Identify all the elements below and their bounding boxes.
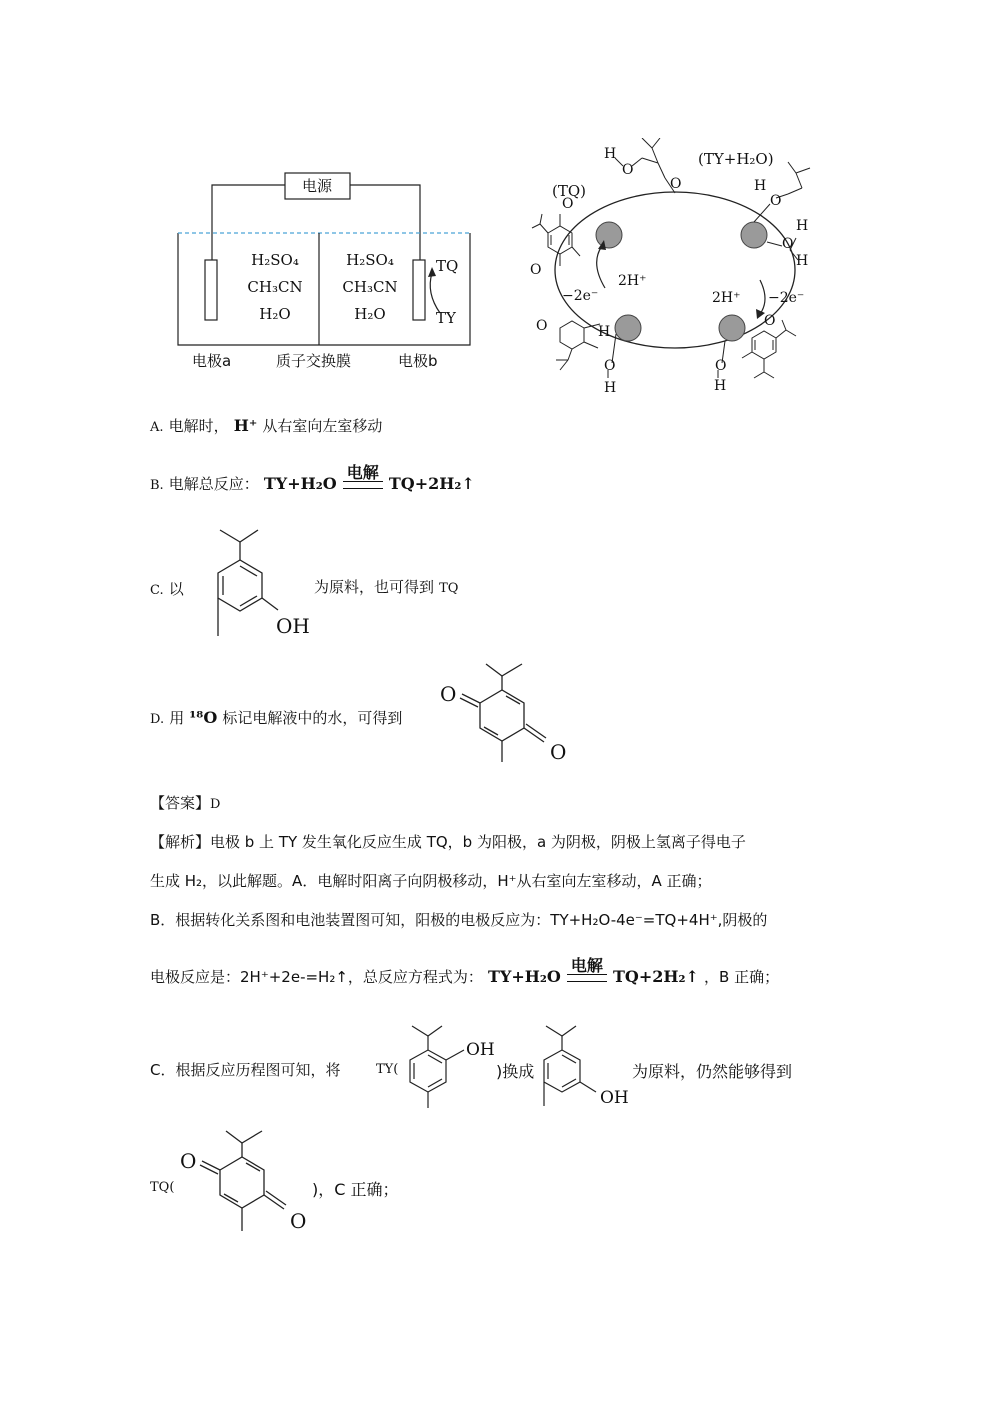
cycle-atom-h-right3: H <box>796 253 809 269</box>
analysis-line-1: 【解析】电极 b 上 TY 发生氧化反应生成 TQ，b 为阳极，a 为阴极，阴极上氢离子得电子 <box>150 833 746 851</box>
analysis-line5-oh2: OH <box>600 1088 629 1108</box>
option-b-eq-right: TQ+2H₂↑ <box>388 474 475 493</box>
option-b-eq-left: TY+H₂O <box>263 474 337 493</box>
cycle-atom-h-bl2: H <box>604 380 617 396</box>
option-d-o-top: O <box>440 682 457 706</box>
option-c-prefix: C. <box>150 583 164 598</box>
electrolysis-cell-diagram <box>170 165 480 375</box>
cycle-ty-h2o-label: (TY+H₂O) <box>698 150 774 168</box>
analysis-line-2: 生成 H₂，以此解题。A．电解时阳离子向阴极移动，H⁺从右室向左室移动，A 正确； <box>150 872 712 890</box>
cycle-atom-o-br: O <box>764 313 776 329</box>
analysis-line4-eq-arrow <box>567 955 607 982</box>
analysis-line6-structure-tq <box>178 1125 318 1245</box>
answer-value: D <box>210 797 221 812</box>
option-d-prefix: D. <box>150 712 165 727</box>
electrode-a-label: 电极a <box>192 352 232 370</box>
cycle-atom-o-right: O <box>770 193 782 209</box>
option-b-text1: 电解总反应： <box>168 475 259 493</box>
analysis-line5-c: 为原料，仍然能够得到 <box>632 1062 793 1081</box>
right-solution-ch3cn: CH₃CN <box>342 278 398 296</box>
analysis-line5-structure-alt <box>530 1020 640 1115</box>
analysis-line6-b: )，C 正确； <box>312 1180 399 1199</box>
cycle-atom-o-bl2: O <box>604 358 616 374</box>
analysis-line6-o-bottom: O <box>290 1209 307 1233</box>
cycle-atom-o-ty: O <box>670 176 682 192</box>
option-a-ion: H⁺ <box>233 416 258 435</box>
analysis-line5-a: C．根据反应历程图可知，将 <box>150 1061 341 1079</box>
cycle-tq-label: (TQ) <box>552 182 587 200</box>
option-c-structure <box>188 528 318 648</box>
analysis-line4-b: ，B 正确； <box>704 968 780 986</box>
cycle-atom-h-top: H <box>604 146 617 162</box>
option-d-isotope: ¹⁸O <box>189 708 218 727</box>
cycle-electron-right: −2e⁻ <box>768 290 805 306</box>
option-c-text1: 以 <box>168 580 184 598</box>
analysis-line6-o-top: O <box>180 1149 197 1173</box>
left-solution-ch3cn: CH₃CN <box>247 278 303 296</box>
option-a-text2: 从右室向左室移动 <box>262 417 383 435</box>
analysis-line5-structure-ty <box>398 1020 498 1115</box>
cycle-atom-o-tq2: O <box>530 262 542 278</box>
analysis-line5-oh1: OH <box>466 1040 495 1060</box>
cycle-atom-o-right2: O <box>782 236 794 252</box>
analysis-line4-a: 电极反应是：2H⁺+2e-=H₂↑，总反应方程式为： <box>150 968 483 986</box>
right-solution-h2so4: H₂SO₄ <box>346 251 394 269</box>
option-c-text3: TQ <box>439 581 459 596</box>
tq-label: TQ <box>436 257 459 275</box>
analysis-line5-ty: TY( <box>376 1062 399 1077</box>
option-b-eq-arrow <box>343 462 383 489</box>
catalytic-cycle-diagram <box>520 138 820 400</box>
left-solution-h2so4: H₂SO₄ <box>251 251 299 269</box>
cycle-atom-h-bl: H <box>598 324 611 340</box>
cycle-h-plus-left: 2H⁺ <box>618 273 647 289</box>
cycle-atom-o-br2: O <box>715 358 727 374</box>
right-solution <box>340 247 400 328</box>
membrane-label: 质子交换膜 <box>276 352 352 370</box>
analysis-line4-eq-condition: 电解 <box>570 955 603 975</box>
left-solution <box>245 247 305 328</box>
option-c-tail <box>314 576 458 600</box>
option-c-text2: 为原料，也可得到 <box>314 578 435 596</box>
analysis-line4-eq-left: TY+H₂O <box>488 967 561 986</box>
ty-label: TY <box>436 309 456 327</box>
analysis-line-3: B．根据转化关系图和电池装置图可知，阳极的电极反应为：TY+H₂O-4e⁻=TQ+4H⁺,阴极的 <box>150 911 768 929</box>
left-solution-h2o: H₂O <box>259 305 291 323</box>
option-d-o-bottom: O <box>550 740 567 764</box>
option-d-text2: 标记电解液中的水，可得到 <box>222 709 403 727</box>
option-c <box>150 578 184 602</box>
option-b-prefix: B. <box>150 478 164 493</box>
option-a <box>150 415 382 439</box>
electrode-b-label: 电极b <box>398 352 438 370</box>
answer-line <box>150 792 220 816</box>
analysis-line6-tq: TQ( <box>150 1180 175 1195</box>
cycle-atom-o-bl: O <box>536 318 548 334</box>
cycle-atom-h-right: H <box>754 178 767 194</box>
right-solution-h2o: H₂O <box>354 305 386 323</box>
cycle-atom-h-br: H <box>714 378 727 394</box>
option-a-prefix: A. <box>150 420 164 435</box>
analysis-line-4 <box>150 955 780 988</box>
cycle-atom-o-tq1: O <box>562 196 574 212</box>
analysis-line5-b: )换成 <box>496 1062 535 1081</box>
option-c-oh: OH <box>276 614 310 638</box>
power-source-label: 电源 <box>302 177 333 195</box>
option-b-eq-condition: 电解 <box>346 462 379 482</box>
option-d <box>150 707 402 731</box>
analysis-line4-eq-right: TQ+2H₂↑ <box>613 967 699 986</box>
cycle-h-plus-right: 2H⁺ <box>712 290 741 306</box>
option-b <box>150 462 475 497</box>
cycle-electron-left: −2e⁻ <box>562 288 599 304</box>
option-d-text1: 用 <box>169 709 185 727</box>
option-d-structure <box>438 658 578 778</box>
answer-label: 【答案】 <box>150 794 211 812</box>
cycle-atom-o-top: O <box>622 162 634 178</box>
option-a-text1: 电解时， <box>168 417 229 435</box>
cycle-atom-h-right2: H <box>796 218 809 234</box>
